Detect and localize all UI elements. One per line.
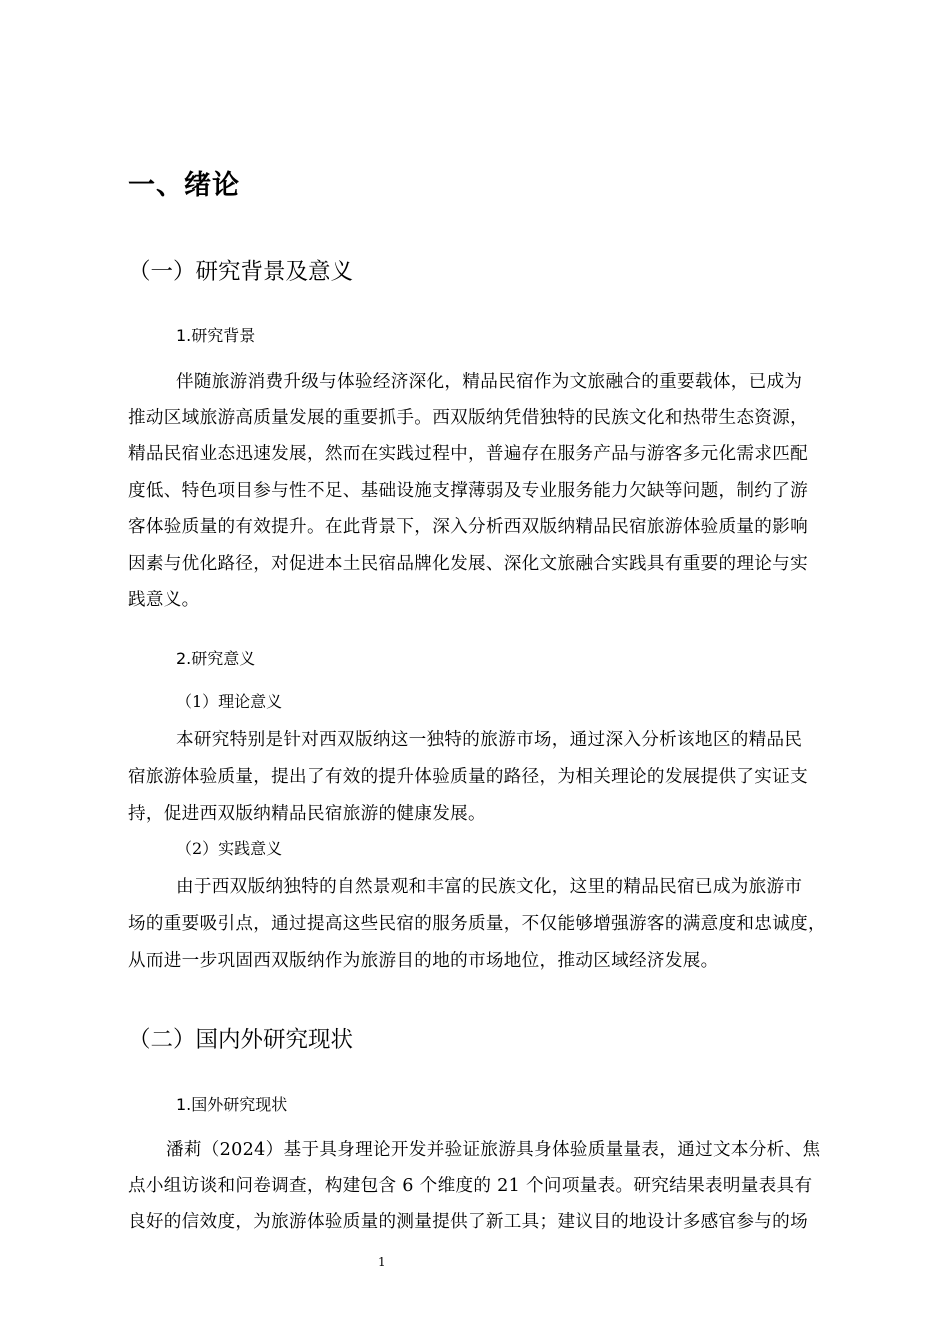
paragraph-line: 场的重要吸引点，通过提高这些民宿的服务质量，不仅能够增强游客的满意度和忠诚度， [128,914,826,934]
paragraph-line: 精品民宿业态迅速发展，然而在实践过程中，普遍存在服务产品与游客多元化需求匹配 [128,444,808,464]
paragraph-line: 持，促进西双版纳精品民宿旅游的健康发展。 [128,804,486,824]
heading-practice-significance: （2）实践意义 [176,839,283,858]
paragraph-line: 度低、特色项目参与性不足、基础设施支撑薄弱及专业服务能力欠缺等问题，制约了游 [128,481,808,501]
paragraph-line: 客体验质量的有效提升。在此背景下，深入分析西双版纳精品民宿旅游体验质量的影响 [128,517,808,537]
chapter-title: 一、绪论 [128,170,240,201]
paragraph-line: 推动区域旅游高质量发展的重要抓手。西双版纳凭借独特的民族文化和热带生态资源， [128,408,808,428]
subsection-title-foreign-research: 1.国外研究现状 [176,1095,288,1114]
section-title-research-status: （二）国内外研究现状 [128,1027,354,1053]
paragraph-line: 由于西双版纳独特的自然景观和丰富的民族文化，这里的精品民宿已成为旅游市 [176,877,803,897]
subsection-title-significance: 2.研究意义 [176,649,256,668]
subsection-title-background: 1.研究背景 [176,326,256,345]
paragraph-line: 良好的信效度，为旅游体验质量的测量提供了新工具；建议目的地设计多感官参与的场 [128,1212,808,1232]
paragraph-line: 本研究特别是针对西双版纳这一独特的旅游市场，通过深入分析该地区的精品民 [176,730,803,750]
page-number: 1 [378,1255,386,1269]
paragraph-line: 从而进一步巩固西双版纳作为旅游目的地的市场地位，推动区域经济发展。 [128,951,719,971]
paragraph-line: 点小组访谈和问卷调查，构建包含 6 个维度的 21 个问项量表。研究结果表明量表具有 [128,1176,813,1196]
paragraph-line: 伴随旅游消费升级与体验经济深化，精品民宿作为文旅融合的重要载体，已成为 [176,372,803,392]
heading-theory-significance: （1）理论意义 [176,692,283,711]
paragraph-line: 践意义。 [128,590,200,610]
paragraph-line: 因素与优化路径，对促进本土民宿品牌化发展、深化文旅融合实践具有重要的理论与实 [128,554,808,574]
paragraph-line: 宿旅游体验质量，提出了有效的提升体验质量的路径，为相关理论的发展提供了实证支 [128,767,808,787]
section-title-background: （一）研究背景及意义 [128,259,354,285]
paragraph-line: 潘莉（2024）基于具身理论开发并验证旅游具身体验质量量表，通过文本分析、焦 [166,1140,821,1160]
